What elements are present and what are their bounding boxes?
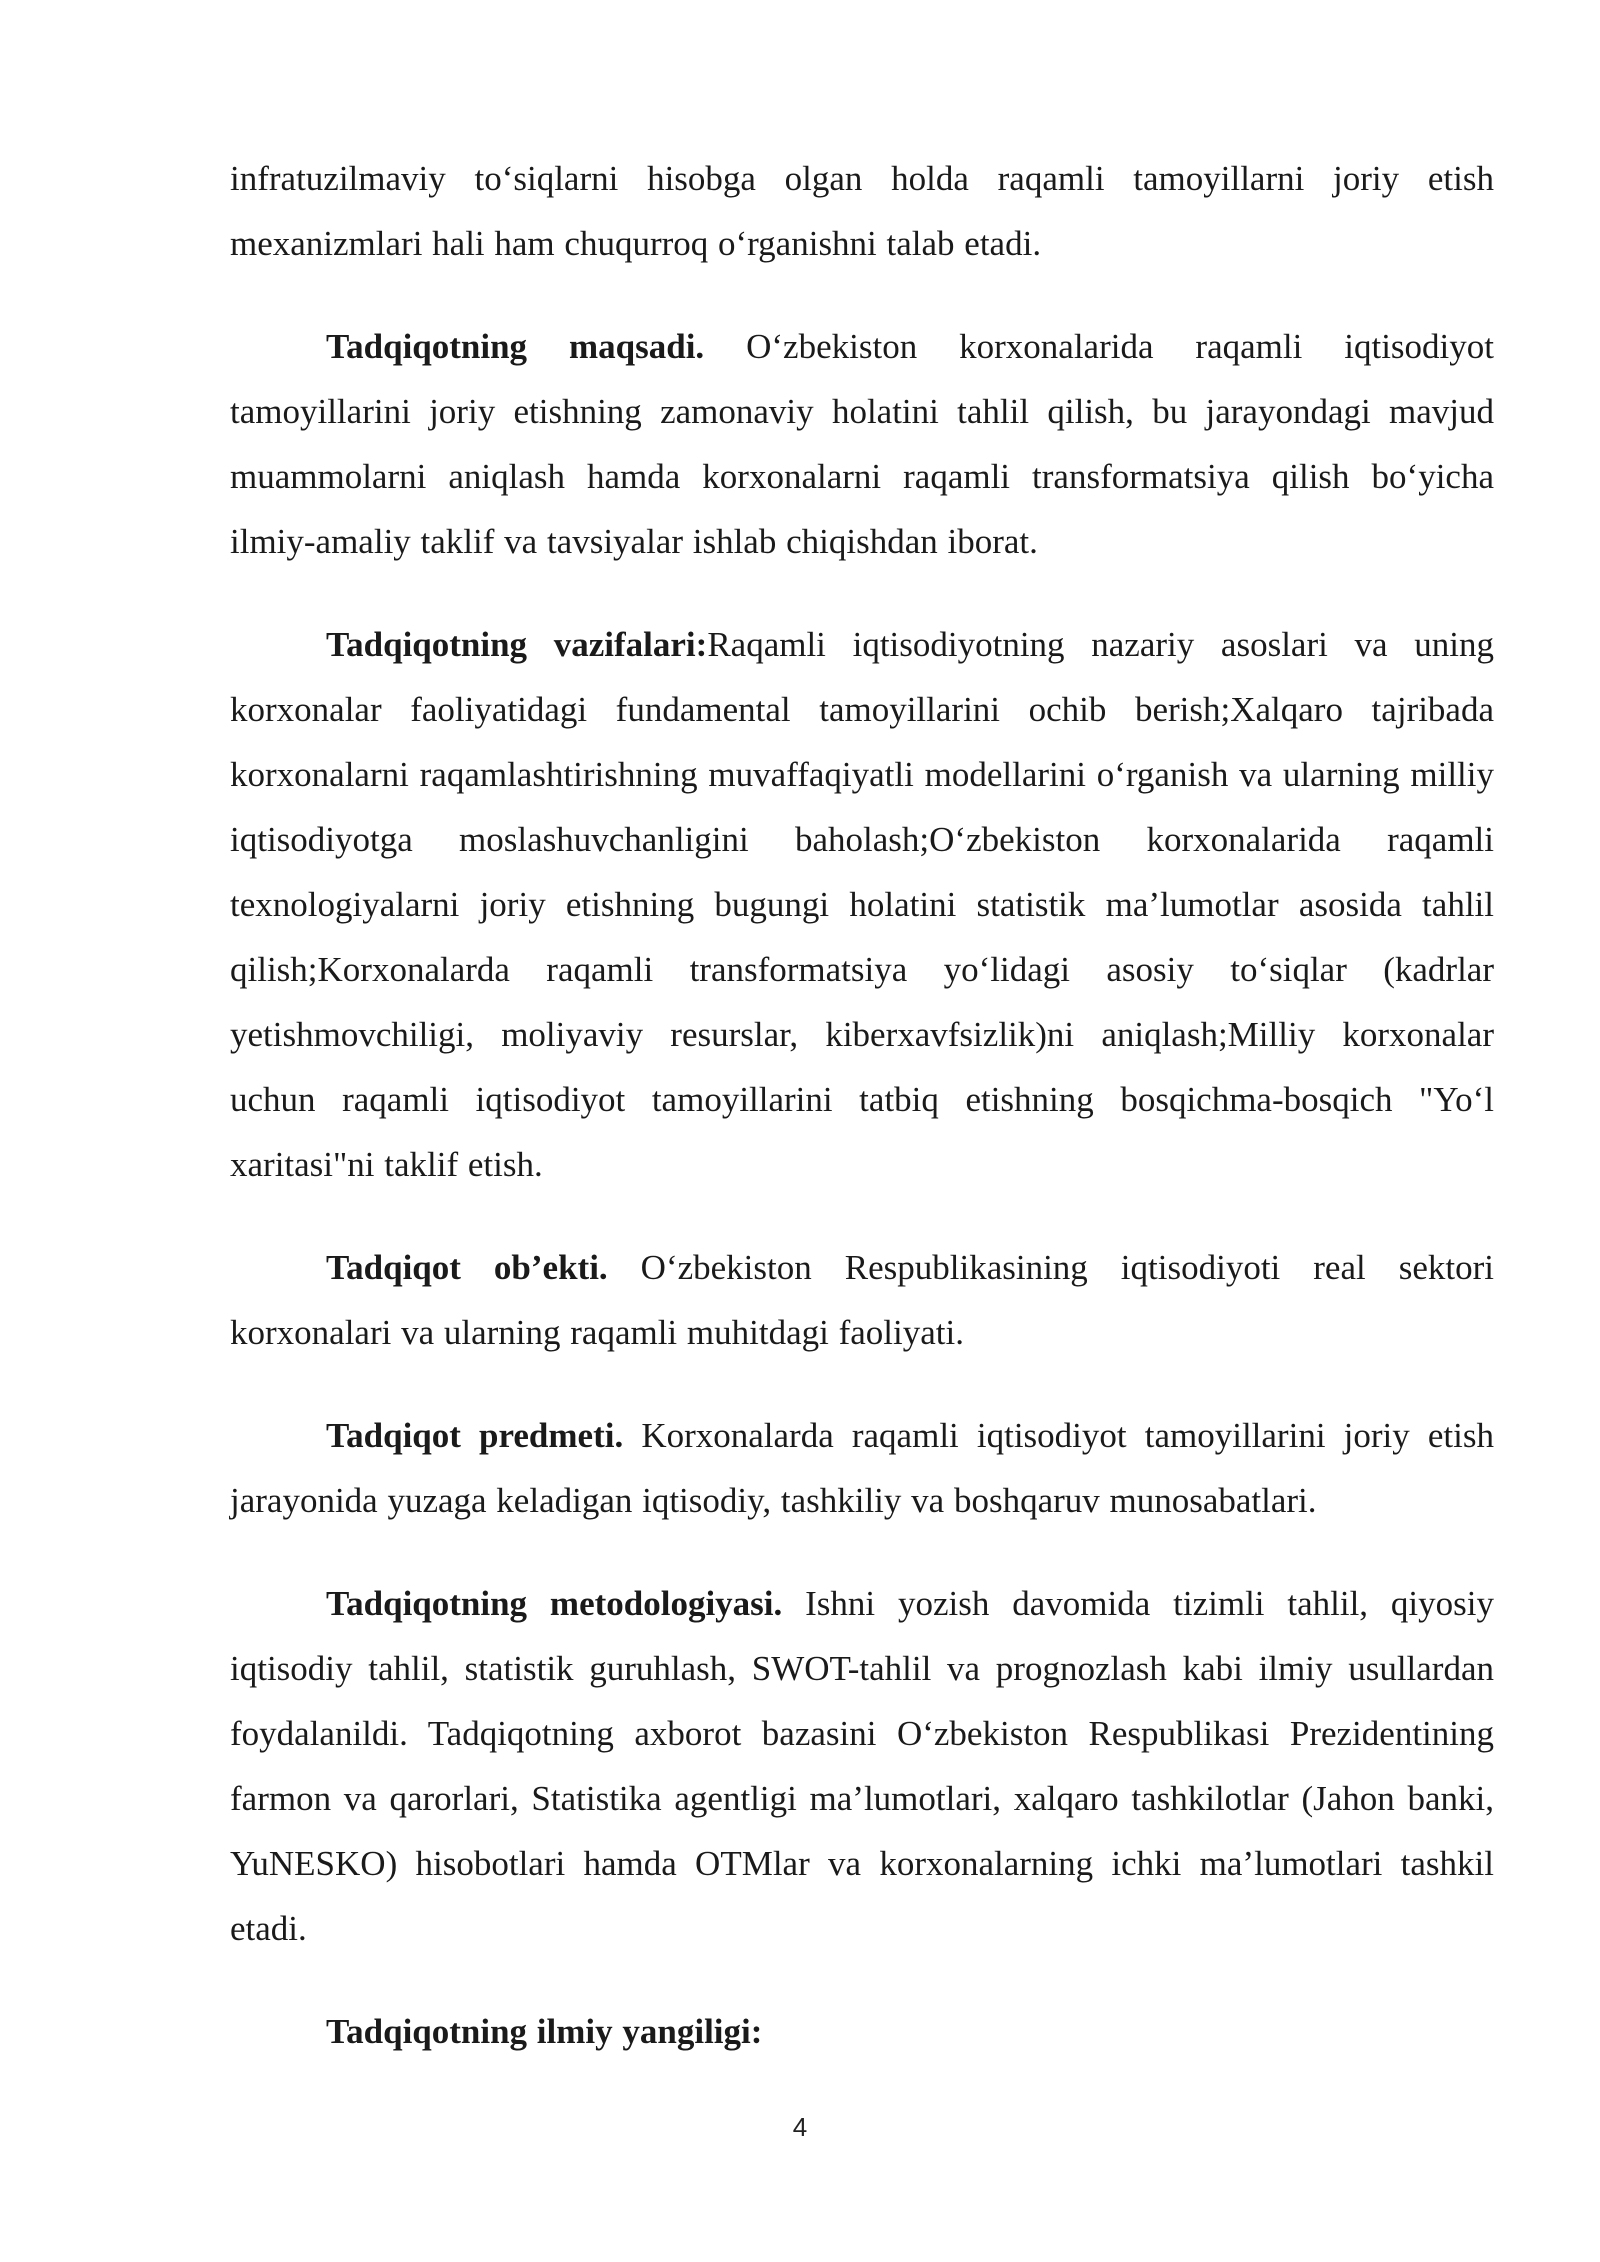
paragraph-heading: Tadqiqotning maqsadi. <box>326 327 705 366</box>
paragraph-subject <box>230 1403 1494 1533</box>
paragraph-heading: Tadqiqotning vazifalari: <box>326 625 708 664</box>
paragraph-heading: Tadqiqot ob’ekti. <box>326 1248 608 1287</box>
paragraph-novelty <box>230 1999 1494 2064</box>
paragraph-text: O‘zbekiston Respublikasining iqtisodiyoti real sektori korxonalari va ularning raqamli muhitdagi faoliyati. <box>230 1248 1494 1352</box>
paragraph-text: Ishni yozish davomida tizimli tahlil, qiyosiy iqtisodiy tahlil, statistik guruhlash, SWOT-tahlil va prognozlash kabi ilmiy usullardan foydalanildi. Tadqiqotning axborot bazasini O‘zbekiston Respublikasi Prezidentining farmon va qarorlari, Statistika agentligi ma’lumotlari, xalqaro tashkilotlar (Jahon banki, YuNESKO) hisobotlari hamda OTMlar va korxonalarning ichki ma’lumotlari tashkil etadi. <box>230 1584 1494 1948</box>
paragraph-text: O‘zbekiston korxonalarida raqamli iqtisodiyot tamoyillarini joriy etishning zamonaviy holatini tahlil qilish, bu jarayondagi mavjud muammolarni aniqlash hamda korxonalarni raqamli transformatsiya qilish bo‘yicha ilmiy-amaliy taklif va tavsiyalar ishlab chiqishdan iborat. <box>230 327 1494 561</box>
paragraph-tasks <box>230 612 1494 1197</box>
paragraph-text: Raqamli iqtisodiyotning nazariy asoslari va uning korxonalar faoliyatidagi fundamental tamoyillarini ochib berish;Xalqaro tajribada korxonalarni raqamlashtirishning muvaffaqiyatli modellarini o‘rganish va ularning milliy iqtisodiyotga moslashuvchanligini baholash;O‘zbekiston korxonalarida raqamli texnologiyalarni joriy etishning bugungi holatini statistik ma’lumotlar asosida tahlil qilish;Korxonalarda raqamli transformatsiya yo‘lidagi asosiy to‘siqlar (kadrlar yetishmovchiligi, moliyaviy resurslar, kiberxavfsizlik)ni aniqlash;Milliy korxonalar uchun raqamli iqtisodiyot tamoyillarini tatbiq etishning bosqichma-bosqich "Yo‘l xaritasi"ni taklif etish. <box>230 625 1494 1184</box>
paragraph-object <box>230 1235 1494 1365</box>
paragraph-text: Korxonalarda raqamli iqtisodiyot tamoyillarini joriy etish jarayonida yuzaga keladigan iqtisodiy, tashkiliy va boshqaruv munosabatlari. <box>230 1416 1494 1520</box>
paragraph-methodology <box>230 1571 1494 1961</box>
paragraph-heading: Tadqiqotning ilmiy yangiligi: <box>326 2012 763 2051</box>
paragraph-heading: Tadqiqot predmeti. <box>326 1416 624 1455</box>
page-number: 4 <box>792 2112 808 2142</box>
document-page <box>230 146 1494 2102</box>
paragraph-intro-continuation <box>230 146 1494 276</box>
paragraph-heading: Tadqiqotning metodologiyasi. <box>326 1584 783 1623</box>
paragraph-goal <box>230 314 1494 574</box>
paragraph-text: infratuzilmaviy to‘siqlarni hisobga olgan holda raqamli tamoyillarni joriy etish mexanizmlari hali ham chuqurroq o‘rganishni talab etadi. <box>230 159 1494 263</box>
